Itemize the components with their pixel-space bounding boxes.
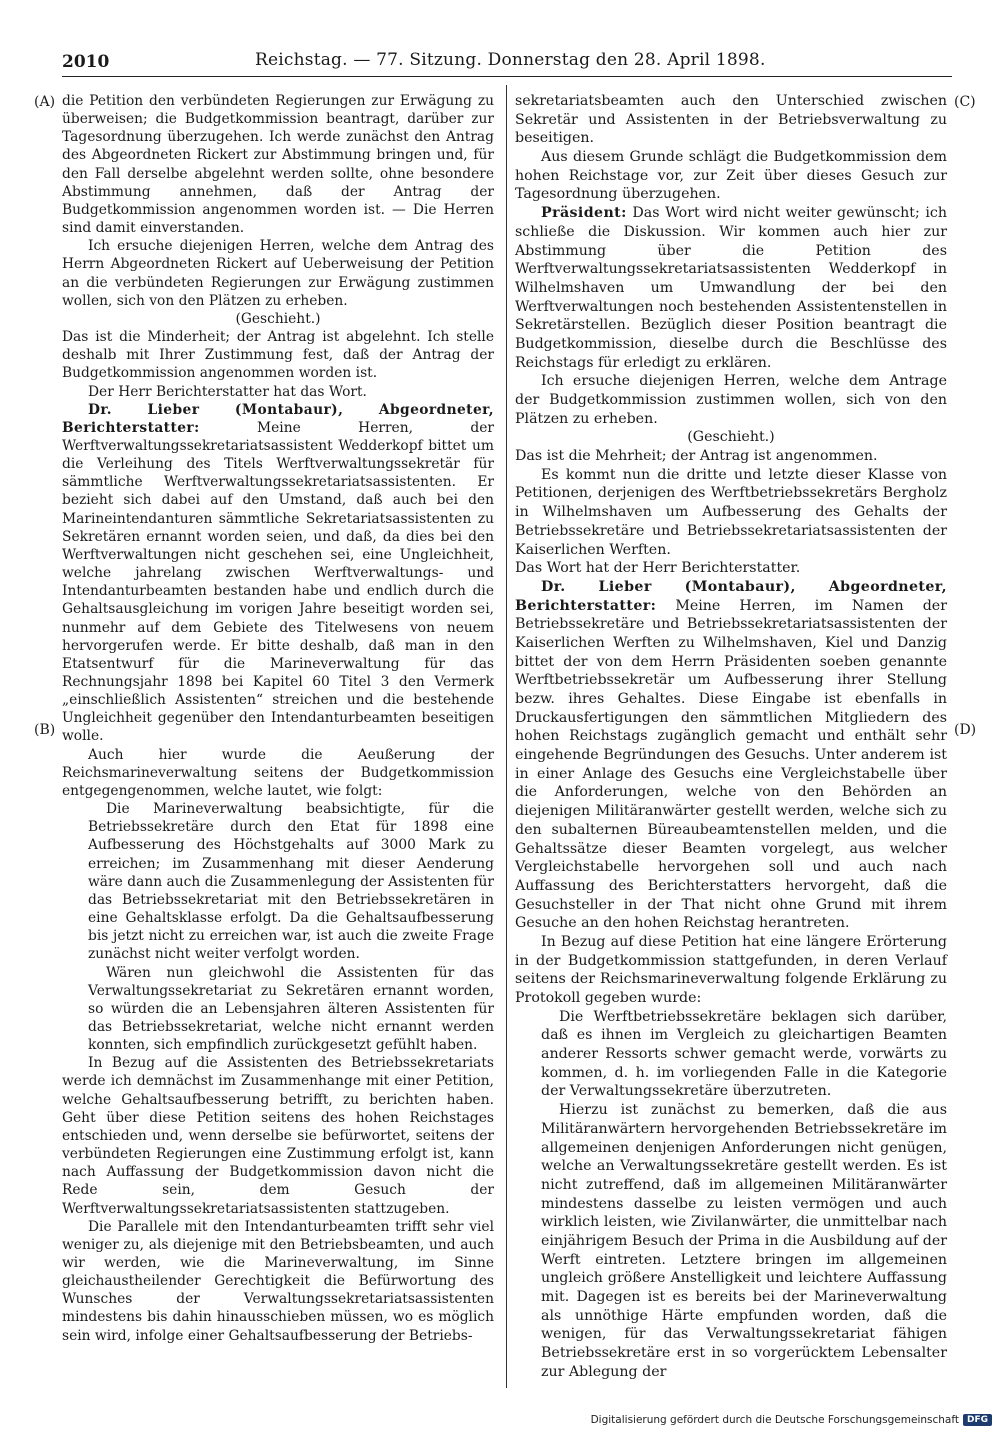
quoted-paragraph: Hierzu ist zunächst zu bemerken, daß die aus Militäranwärtern hervorgehenden Betriebssekretäre im allgemeinen denjenigen Anforderungen nicht genügen, welche an Verwaltungssekretäre gestellt werden. Es ist nicht zutreffend, daß im allgemeinen Militäranwärter mindestens dasselbe zu leisten vermögen und auch wirklich leisten, wie Zivilanwärter, die unmittelbar nach einjährigem Besuch der Prima in die Ausbildung auf der Werft eintreten. Letztere bringen im allgemeinen ungleich größere Anstelligkeit und leichtere Auffassung mit. Dagegen ist es bereits bei der Marineverwaltung als unnöthige Härte empfunden worden, daß die wenigen, für das Verwaltungssekretariat fähigen Betriebssekretäre erst in so vorgerücktem Lebensalter zur Ablegung der <box>541 1102 947 1380</box>
paragraph: Ich ersuche diejenigen Herren, welche dem Antrag des Herrn Abgeordneten Rickert auf Ueberweisung der Petition an die verbündeten Regierungen zur Erwägung zustimmen wollen, sich von den Plätzen zu erheben. <box>62 238 494 309</box>
paragraph: In Bezug auf diese Petition hat eine längere Erörterung in der Budgetkommission stattgefunden, in deren Verlauf seitens der Reichsmarineverwaltung folgende Erklärung zu Protokoll gegeben wurde: <box>515 933 947 1006</box>
dfg-logo: DFG <box>963 1414 992 1426</box>
speaker-name: Dr. Lieber (Montabaur), Abgeordneter, Berichterstatter: <box>515 578 947 614</box>
margin-mark-b: (B) <box>34 722 56 738</box>
page-number: 2010 <box>62 52 110 72</box>
quoted-paragraph: Die Marineverwaltung beabsichtigte, für die Betriebssekretäre durch den Etat für 1898 eine Aufbesserung des Höchstgehalts auf 3000 Mark zu erreichen; im Zusammenhang mit dieser Aenderung wäre dann auch die Zusammenlegung der Assistenten für das Betriebssekretariat mit den Betriebssekretären in eine Gehaltsklasse erfolgt. Da die Gehaltsaufbesserung bis jetzt nicht zu erreichen war, ist auch die zweite Frage zunächst nicht weiter verfolgt worden. <box>88 801 494 963</box>
speaker-name: Dr. Lieber (Montabaur), Abgeordneter, Berichterstatter: <box>62 401 494 436</box>
speech-paragraph <box>515 578 947 933</box>
speech-paragraph <box>515 204 947 372</box>
running-title: Reichstag. — 77. Sitzung. Donnerstag den 28. April 1898. <box>255 50 766 70</box>
paragraph: die Petition den verbündeten Regierungen zur Erwägung zu überweisen; die Budgetkommission beantragt, darüber zur Tagesordnung überzugehen. Ich werde zunächst den Antrag des Abgeordneten Rickert zur Abstimmung bringen und, für den Fall derselbe abgelehnt werden sollte, ohne besondere Abstimmung annehmen, daß der Antrag der Budgetkommission angenommen worden ist. — Die Herren sind damit einverstanden. <box>62 93 494 237</box>
speech-paragraph <box>62 401 494 746</box>
paragraph: sekretariatsbeamten auch den Unterschied zwischen Sekretär und Assistenten in der Betriebsverwaltung zu beseitigen. <box>515 93 947 147</box>
digitization-credit <box>591 1414 992 1426</box>
margin-mark-a: (A) <box>34 94 56 110</box>
paragraph: Aus diesem Grunde schlägt die Budgetkommission dem hohen Reichstage vor, zur Zeit über dieses Gesuch zur Tagesordnung überzugehen. <box>515 149 947 203</box>
stage-direction: (Geschieht.) <box>235 310 321 327</box>
speaker-name: Präsident: <box>541 205 627 222</box>
column-divider <box>506 85 507 1388</box>
quoted-paragraph: Wären nun gleichwohl die Assistenten für das Verwaltungssekretariat zu Sekretären ernannt worden, so würden die an Lebensjahren älteren Assistenten für das Betriebssekretariat, welche nicht ernannt werden konnten, sich empfindlich zurückgesetzt gefühlt haben. <box>88 964 494 1054</box>
speech-text: Das Wort wird nicht weiter gewünscht; ich schließe die Diskussion. Wir kommen auch hier zur Abstimmung über die Petition des Werftverwaltungssekretariatsassistenten Wedderkopf in Wilhelmshaven um Umwandlung der bei den Werftverwaltungen noch bestehenden Assistentenstellen in Sekretärstellen. Bezüglich dieser Position beantragt die Budgetkommission, dieselbe durch die Beschlüsse des Reichstags für erledigt zu erklären. <box>515 205 947 371</box>
credit-text: Digitalisierung gefördert durch die Deutsche Forschungsgemeinschaft <box>590 1414 959 1426</box>
paragraph: Ich ersuche diejenigen Herren, welche dem Antrage der Budgetkommission zustimmen wollen, sich von den Plätzen zu erheben. <box>515 373 947 427</box>
paragraph: Es kommt nun die dritte und letzte dieser Klasse von Petitionen, derjenigen des Werftbetriebssekretärs Bergholz in Wilhelmshaven um Aufbesserung des Gehalts der Betriebssekretäre und Betriebssekretariatsassistenten der Kaiserlichen Werften. <box>515 466 947 558</box>
margin-mark-c: (C) <box>954 94 976 110</box>
quoted-paragraph: Die Werftbetriebssekretäre beklagen sich darüber, daß es ihnen im Vergleich zu gleichartigen Beamten anderer Ressorts schwer gemacht werde, vorwärts zu kommen, d. h. im vorliegenden Falle in die Kategorie der Verwaltungssekretäre überzutreten. <box>541 1008 947 1100</box>
left-column <box>62 92 494 1345</box>
stage-direction: (Geschieht.) <box>687 429 775 446</box>
margin-mark-d: (D) <box>954 722 977 738</box>
paragraph: Die Parallele mit den Intendanturbeamten trifft sehr viel weniger zu, als diejenige mit den Betriebsbeamten, und auch wir werden, wie die Marineverwaltung, im Sinne gleichaustheilender Gerechtigkeit die Befürwortung des Wunsches der Verwaltungssekretariatsassistenten mindestens bis dahin hinausschieben müssen, wo es möglich sein wird, infolge einer Gehaltsaufbesserung der Betriebs- <box>62 1218 494 1344</box>
paragraph: Das Wort hat der Herr Berichterstatter. <box>515 560 801 577</box>
right-column <box>515 92 947 1381</box>
paragraph: Der Herr Berichterstatter hat das Wort. <box>88 383 367 400</box>
paragraph: Das ist die Mehrheit; der Antrag ist angenommen. <box>515 448 878 465</box>
speech-text: Meine Herren, der Werftverwaltungssekretariatsassistent Wedderkopf bittet um die Verleihung des Titels Werftverwaltungssekretär für sämmtliche Werftverwaltungssekretariatsassistenten. Er bezieht sich dabei auf den Umstand, daß auch bei den Marineintendanturen sämmtliche Sekretariatsassistenten zu Sekretären ernannt worden seien, und daß, da dies bei den Werftverwaltungen nicht geschehen sei, eine Ungleichheit, welche jahrelang zwischen Werftverwaltungs- und Intendanturbeamten bestanden habe und endlich durch die Gehaltsausgleichung im vorigen Jahre beseitigt worden sei, nunmehr auf dem Gebiete des Titelwesens von neuem hervorgerufen werde. Er bitte deshalb, daß man in den Etatsentwurf für die Marineverwaltung für das Rechnungsjahr 1898 bei Kapitel 60 Titel 3 den Vermerk „einschließlich Assistenten“ streichen und die bestehende Ungleichheit gegenüber den Intendanturbeamten beseitigen wolle. <box>62 419 494 745</box>
paragraph: In Bezug auf die Assistenten des Betriebssekretariats werde ich demnächst im Zusammenhange mit einer Petition, welche Gehaltsaufbesserung betrifft, zu berichten haben. Geht über diese Petition seitens des hohen Reichstages entschieden und, wenn derselbe sie befürwortet, seitens der verbündeten Regierungen eine Zustimmung erfolgt ist, kann nach Auffassung der Budgetkommission davon nicht die Rede sein, dem Gesuch der Werftverwaltungssekretariatsassistenten stattzugeben. <box>62 1055 494 1217</box>
header-rule <box>62 76 952 77</box>
paragraph: Das ist die Minderheit; der Antrag ist abgelehnt. Ich stelle deshalb mit Ihrer Zustimmung fest, daß der Antrag der Budgetkommission angenommen worden ist. <box>62 329 494 382</box>
paragraph: Auch hier wurde die Aeußerung der Reichsmarineverwaltung seitens der Budgetkommission entgegengenommen, welche lautet, wie folgt: <box>62 746 494 799</box>
speech-text: Meine Herren, im Namen der Betriebssekretäre und Betriebssekretariatsassistenten der Kaiserlichen Werften zu Wilhelmshaven, Kiel und Danzig bittet der von dem Herrn Präsidenten soeben genannte Werftbetriebssekretär um Aufbesserung ihrer Stellung bezw. ihres Gehaltes. Diese Eingabe ist ebenfalls in Druckausfertigungen den sämmtlichen Mitgliedern des hohen Reichstags zugänglich gemacht und enthält sehr eingehende Begründungen des Gesuchs. Unter anderem ist in einer Anlage des Gesuchs eine Vergleichstabelle über die Anforderungen, welche von den Behörden an diejenigen Militäranwärter gestellt werden, welche sich zu den subalternen Büreaubeamtenstellen melden, und die Gehaltssätze dieser Beamten vorgelegt, aus welcher Vergleichstabelle hervorgehen soll und auch nach Auffassung des Berichterstatters hervorgeht, daß die Gesuchsteller in der That nicht ohne Grund mit ihrem Gesuche an den hohen Reichstag herantreten. <box>515 597 947 932</box>
